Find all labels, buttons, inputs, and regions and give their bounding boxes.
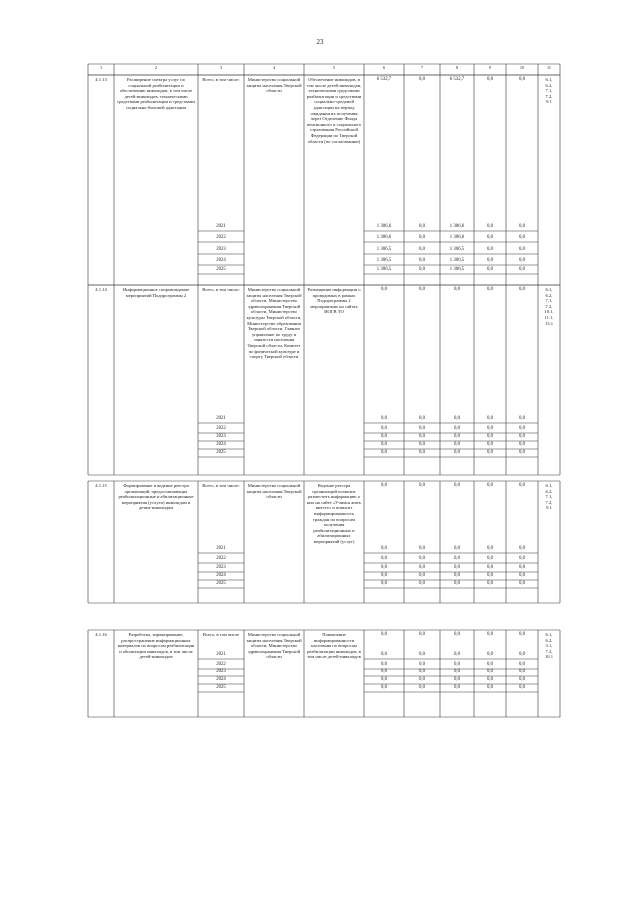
column-header: 8 [455,65,459,70]
year-value: 0,0 [454,581,460,586]
year-value: 0,0 [487,416,493,421]
row-title: Разработка, тиражирование, распространение информационных материалов по вопросам реабилитации и абилитации инвалидов, в том числе детей-инвалидов [117,632,195,660]
year-value: 0,0 [381,652,387,657]
year-value: 0,0 [419,565,425,570]
year-value: 0,0 [519,669,525,674]
year-value: 0,0 [487,556,493,561]
year-value: 0,0 [487,434,493,439]
year-value: 0,0 [519,247,525,252]
total-value: 0,0 [519,287,525,292]
row-targets: 6.1, 6.2, 7.1, 7.2, 10.1, 11.1, 13.1 [544,287,554,326]
year-value: 0,0 [519,235,525,240]
year-value: 0,0 [487,573,493,578]
year-value: 0,0 [454,565,460,570]
row-result: Ведение реестра организаций позволит разместить информацию о них на сайте «Учимся жить вместе» и повысит информированность граждан по вопросам получения реабилитационных и абилитационных мероприятий (услуг) [306,483,362,544]
year-value: 1 306,6 [376,235,392,240]
row-executor: Министерство социальной защиты населения Тверской области [246,483,302,500]
row-id: 4.1.14 [95,287,107,292]
year-value: 0,0 [519,426,525,431]
year-label: 2023 [216,565,226,570]
year-label: 2021 [216,546,226,551]
row-period: Всего, в том числе: [202,77,240,82]
year-value: 0,0 [454,546,460,551]
year-value: 0,0 [381,565,387,570]
year-value: 0,0 [381,434,387,439]
column-header: 4 [272,65,276,70]
year-value: 0,0 [519,565,525,570]
total-value: 0,0 [519,77,525,82]
year-value: 0,0 [419,416,425,421]
year-value: 0,0 [487,565,493,570]
year-value: 0,0 [487,685,493,690]
year-value: 0,0 [419,652,425,657]
year-value: 0,0 [519,434,525,439]
year-value: 0,0 [419,426,425,431]
total-value: 0,0 [419,287,425,292]
total-value: 0,0 [519,483,525,488]
year-value: 1 306,5 [449,247,465,252]
row-result: Размещение информации о проводимых в рамках Подпрограммы 2 мероприятиях на сайтах ИОГВ ТО [307,287,361,315]
year-value: 0,0 [381,662,387,667]
year-value: 0,0 [454,669,460,674]
year-value: 0,0 [454,556,460,561]
year-value: 0,0 [454,416,460,421]
year-value: 0,0 [419,442,425,447]
total-value: 0,0 [381,287,387,292]
year-value: 1 306,5 [449,258,465,263]
column-header: 5 [332,65,336,70]
row-title: Информационное сопровождение мероприятий Подпрограммы 2 [122,287,190,298]
year-label: 2022 [216,235,226,240]
year-value: 0,0 [419,258,425,263]
total-value: 0,0 [454,632,460,637]
year-value: 0,0 [454,573,460,578]
row-executor: Министерство социальной защиты населения Тверской области [246,77,302,94]
year-value: 0,0 [454,434,460,439]
year-value: 0,0 [419,247,425,252]
column-header: 6 [382,65,386,70]
year-value: 0,0 [454,450,460,455]
year-label: 2024 [216,442,226,447]
total-value: 0,0 [419,77,425,82]
total-value: 0,0 [519,632,525,637]
year-label: 2025 [216,450,226,455]
year-value: 0,0 [487,450,493,455]
year-value: 0,0 [419,556,425,561]
year-value: 0,0 [419,581,425,586]
year-value: 0,0 [381,685,387,690]
row-id: 4.1.16 [95,632,107,637]
year-value: 0,0 [519,267,525,272]
year-value: 0,0 [381,581,387,586]
year-label: 2022 [216,426,226,431]
year-value: 0,0 [419,450,425,455]
year-value: 0,0 [487,235,493,240]
year-value: 0,0 [419,235,425,240]
year-value: 0,0 [519,581,525,586]
year-value: 0,0 [487,426,493,431]
year-value: 0,0 [454,662,460,667]
year-label: 2025 [216,581,226,586]
year-value: 0,0 [519,685,525,690]
year-value: 0,0 [419,434,425,439]
row-id: 4.1.13 [95,77,107,82]
year-value: 0,0 [519,556,525,561]
year-value: 0,0 [419,685,425,690]
total-value: 0,0 [487,77,493,82]
year-value: 0,0 [381,546,387,551]
year-value: 0,0 [381,442,387,447]
year-value: 0,0 [519,258,525,263]
year-value: 0,0 [519,442,525,447]
year-label: 2023 [216,669,226,674]
column-header: 3 [219,65,223,70]
year-label: 2024 [216,258,226,263]
year-value: 0,0 [454,652,460,657]
total-value: 0,0 [454,287,460,292]
column-header: 1 [99,65,103,70]
row-targets: 6.1, 6.2, 7.1, 7.2, 9.1 [545,77,553,105]
total-value: 0,0 [381,632,387,637]
total-value: 0,0 [419,483,425,488]
total-value: 0,0 [487,483,493,488]
year-value: 0,0 [381,450,387,455]
row-period: Всего, в том числе: [202,287,240,292]
row-executor: Министерство социальной защиты населения Тверской области, Министерство здравоохранения Тверской области [246,632,302,660]
year-value: 0,0 [419,573,425,578]
year-value: 0,0 [381,426,387,431]
row-targets: 6.1, 6.2, 3.1, 7.2, 10.1 [544,632,554,660]
page-number: 23 [316,38,324,46]
year-value: 0,0 [454,685,460,690]
row-id: 4.1.15 [95,483,107,488]
year-value: 0,0 [519,416,525,421]
year-label: 2023 [216,247,226,252]
year-value: 1 306,5 [449,267,465,272]
row-executor: Министерство социальной защиты населения Тверской области, Министерство здравоохранения Тверской области, Министерство культуры Тверской области, Министерство образования Тверской области, Главное управление по труду и занятости населения Тверской области, Комитет по физической культуре и спорту Тверской области [246,287,302,360]
year-value: 0,0 [487,669,493,674]
total-value: 0,0 [381,483,387,488]
year-label: 2025 [216,267,226,272]
year-value: 0,0 [419,267,425,272]
year-value: 0,0 [419,677,425,682]
year-value: 0,0 [419,662,425,667]
total-value: 6 532,7 [449,77,465,82]
year-value: 0,0 [519,677,525,682]
row-title: Расширение спектра услуг по социальной реабилитации и обеспечению инвалидов, в том числе детей-инвалидов, техническими средствами реабилитации и средствами социально-бытовой адаптации [117,77,195,110]
year-value: 0,0 [381,556,387,561]
column-header: 7 [420,65,424,70]
year-label: 2025 [216,685,226,690]
year-value: 0,0 [519,224,525,229]
year-value: 0,0 [487,258,493,263]
year-value: 0,0 [381,677,387,682]
year-value: 0,0 [487,224,493,229]
year-value: 0,0 [419,224,425,229]
year-value: 0,0 [487,442,493,447]
year-value: 0,0 [381,669,387,674]
year-value: 0,0 [519,652,525,657]
row-result: Обеспечение инвалидов, в том числе детей-инвалидов, техническими средствами реабилитации и средствами социально-средовой адаптации на период ожидания их получения через Отделение Фонда пенсионного и социального страхования Российской Федерации по Тверской области (по согласованию) [306,77,362,144]
year-value: 1 306,5 [376,258,392,263]
year-value: 0,0 [519,450,525,455]
year-value: 1 306,6 [449,224,465,229]
total-value: 0,0 [487,632,493,637]
year-value: 0,0 [454,442,460,447]
total-value: 6 532,7 [376,77,392,82]
column-header: 9 [488,65,492,70]
row-result: Повышение информированности населения по вопросам реабилитации инвалидов, в том числе детей-инвалидов [307,632,361,660]
column-header: 10 [519,65,525,70]
column-header: 2 [154,65,158,70]
year-value: 0,0 [487,267,493,272]
year-value: 1 306,5 [376,247,392,252]
year-label: 2021 [216,224,226,229]
column-header: 11 [546,65,552,70]
year-label: 2024 [216,573,226,578]
row-period: Всего, в том числе: [202,483,240,488]
year-label: 2021 [216,416,226,421]
row-targets: 6.1, 6.2, 7.1, 7.2, 9.1 [545,483,553,511]
year-label: 2021 [216,652,226,657]
year-value: 0,0 [519,546,525,551]
year-value: 0,0 [381,573,387,578]
year-value: 0,0 [519,662,525,667]
year-label: 2022 [216,556,226,561]
year-label: 2024 [216,677,226,682]
year-value: 0,0 [381,416,387,421]
year-value: 0,0 [487,546,493,551]
row-title: Формирование и ведение реестра организаций, предоставляющих реабилитационные и абилитационные мероприятия (услуги) инвалидам и детям-инвалидам [118,483,194,511]
year-value: 0,0 [454,677,460,682]
year-label: 2022 [216,662,226,667]
year-value: 0,0 [487,247,493,252]
year-value: 0,0 [487,652,493,657]
year-value: 0,0 [487,662,493,667]
year-value: 0,0 [519,573,525,578]
year-value: 1 306,6 [449,235,465,240]
year-value: 0,0 [487,581,493,586]
year-label: 2023 [216,434,226,439]
total-value: 0,0 [419,632,425,637]
total-value: 0,0 [487,287,493,292]
year-value: 0,0 [454,426,460,431]
year-value: 0,0 [419,669,425,674]
total-value: 0,0 [454,483,460,488]
year-value: 1 306,6 [376,224,392,229]
row-period: Всего, в том числе [202,632,240,637]
year-value: 0,0 [419,546,425,551]
year-value: 0,0 [487,677,493,682]
year-value: 1 306,5 [376,267,392,272]
